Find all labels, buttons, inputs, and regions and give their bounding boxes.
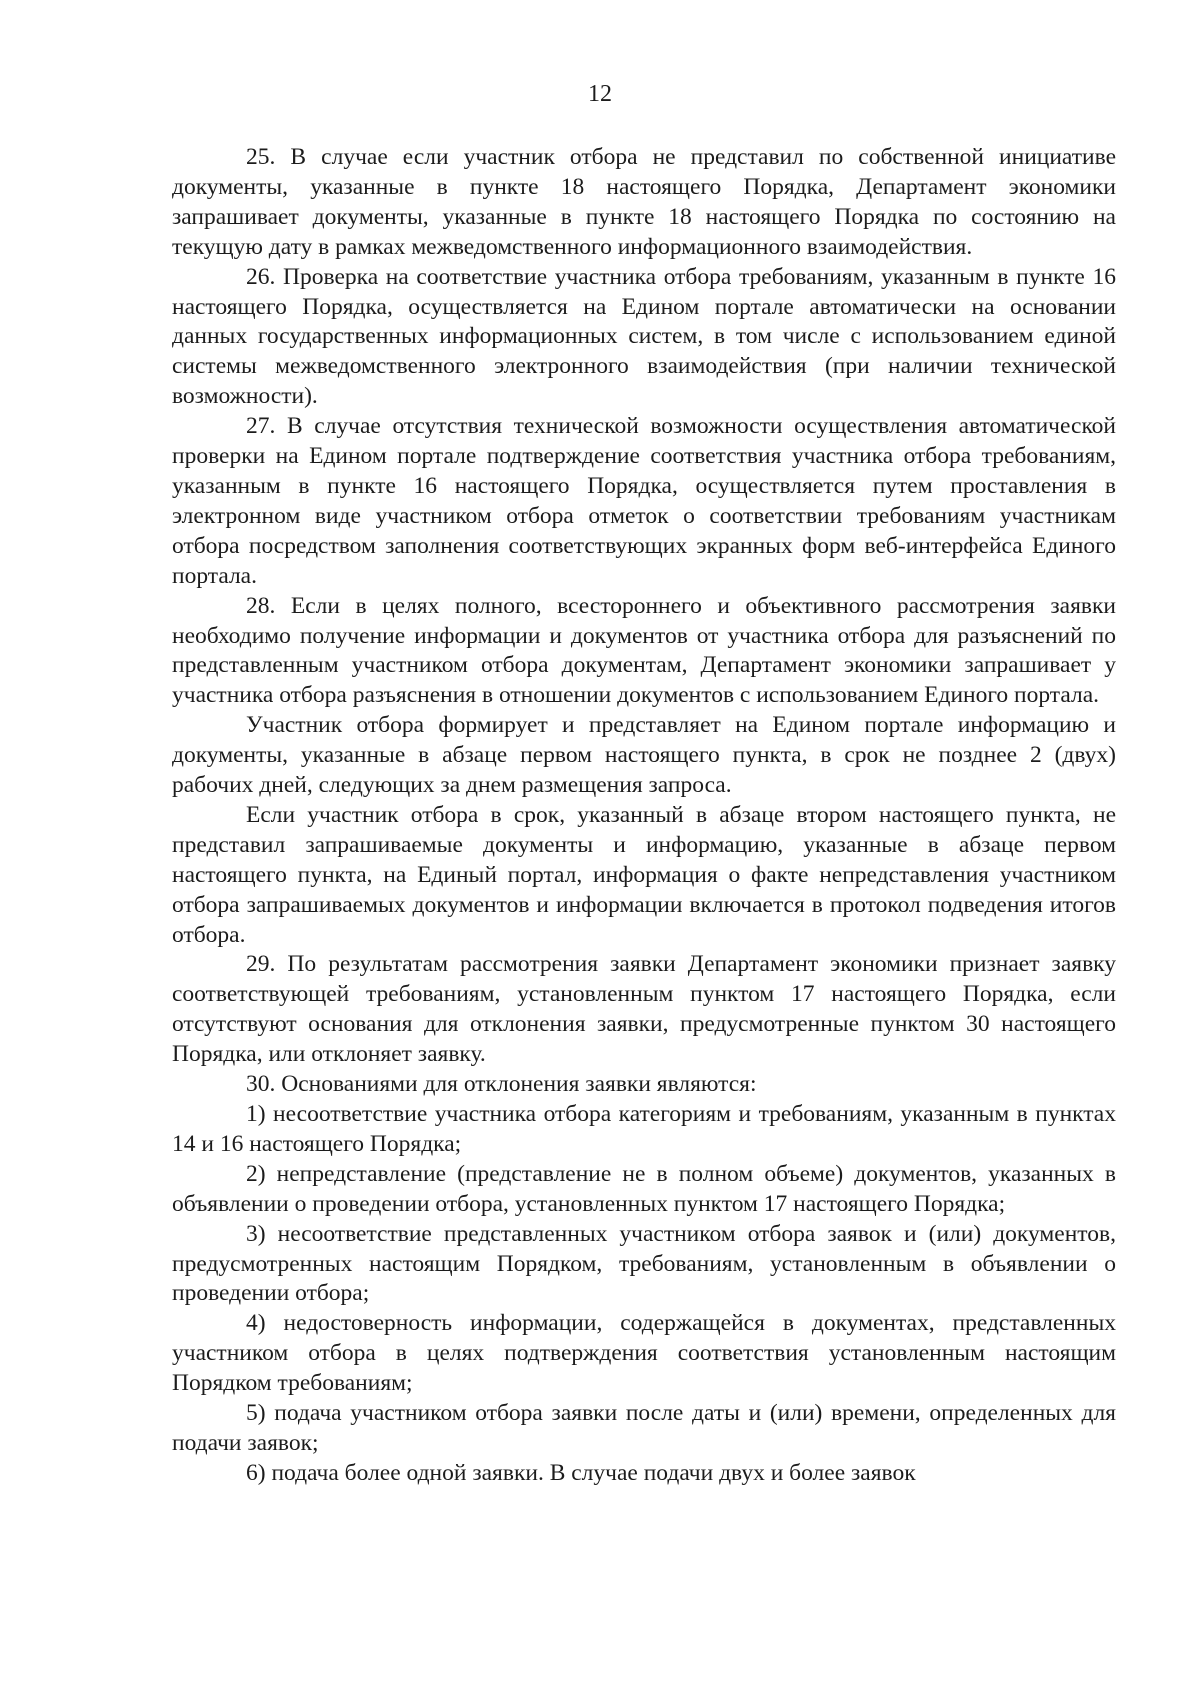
page-number: 12 [588,81,612,107]
paragraph-28: 28. Если в целях полного, всестороннего и объективного рассмотрения заявки необходимо получение информации и документов от участника отбора для разъяснений по представленным участником отбора документам, Департамент экономики запрашивает у участника отбора разъяснения в отношении документов с использованием Единого портала. [172,592,1116,709]
list-item-6: 6) подача более одной заявки. В случае подачи двух и более заявок [246,1459,916,1486]
list-item-4: 4) недостоверность информации, содержащейся в документах, представленных участником отбора в целях подтверждения соответствия установленным настоящим Порядком требованиям; [172,1310,1116,1397]
paragraph-28-part-3: Если участник отбора в срок, указанный в абзаце втором настоящего пункта, не представил запрашиваемые документы и информацию, указанные в абзаце первом настоящего пункта, на Единый портал, информация о факте непредставления участником отбора запрашиваемых документов и информации включается в протокол подведения итогов отбора. [172,801,1116,948]
paragraph-26: 26. Проверка на соответствие участника отбора требованиям, указанным в пункте 16 настоящего Порядка, осуществляется на Едином портале автоматически на основании данных государственных информационных систем, в том числе с использованием единой системы межведомственного электронного взаимодействия (при наличии технической возможности). [172,263,1116,410]
list-item-3: 3) несоответствие представленных участником отбора заявок и (или) документов, предусмотренных настоящим Порядком, требованиям, установленным в объявлении о проведении отбора; [172,1220,1116,1307]
paragraph-29: 29. По результатам рассмотрения заявки Департамент экономики признает заявку соответствующей требованиям, установленным пунктом 17 настоящего Порядка, если отсутствуют основания для отклонения заявки, предусмотренные пунктом 30 настоящего Порядка, или отклоняет заявку. [172,951,1116,1068]
document-body [172,143,1116,1489]
list-item-1: 1) несоответствие участника отбора категориям и требованиям, указанным в пунктах 14 и 16 настоящего Порядка; [172,1101,1116,1157]
paragraph-27: 27. В случае отсутствия технической возможности осуществления автоматической проверки на Едином портале подтверждение соответствия участника отбора требованиям, указанным в пункте 16 настоящего Порядка, осуществляется путем проставления в электронном виде участником отбора отметок о соответствии требованиям участникам отбора посредством заполнения соответствующих экранных форм веб-интерфейса Единого портала. [172,413,1116,589]
paragraph-25: 25. В случае если участник отбора не представил по собственной инициативе документы, указанные в пункте 18 настоящего Порядка, Департамент экономики запрашивает документы, указанные в пункте 18 настоящего Порядка по состоянию на текущую дату в рамках межведомственного информационного взаимодействия. [172,144,1116,260]
list-item-2: 2) непредставление (представление не в полном объеме) документов, указанных в объявлении о проведении отбора, установленных пунктом 17 настоящего Порядка; [172,1160,1116,1217]
list-item-5: 5) подача участником отбора заявки после даты и (или) времени, определенных для подачи заявок; [172,1400,1116,1456]
paragraph-30: 30. Основаниями для отклонения заявки являются: [246,1071,757,1098]
paragraph-28-part-2: Участник отбора формирует и представляет на Едином портале информацию и документы, указанные в абзаце первом настоящего пункта, в срок не позднее 2 (двух) рабочих дней, следующих за днем размещения запроса. [172,712,1116,799]
